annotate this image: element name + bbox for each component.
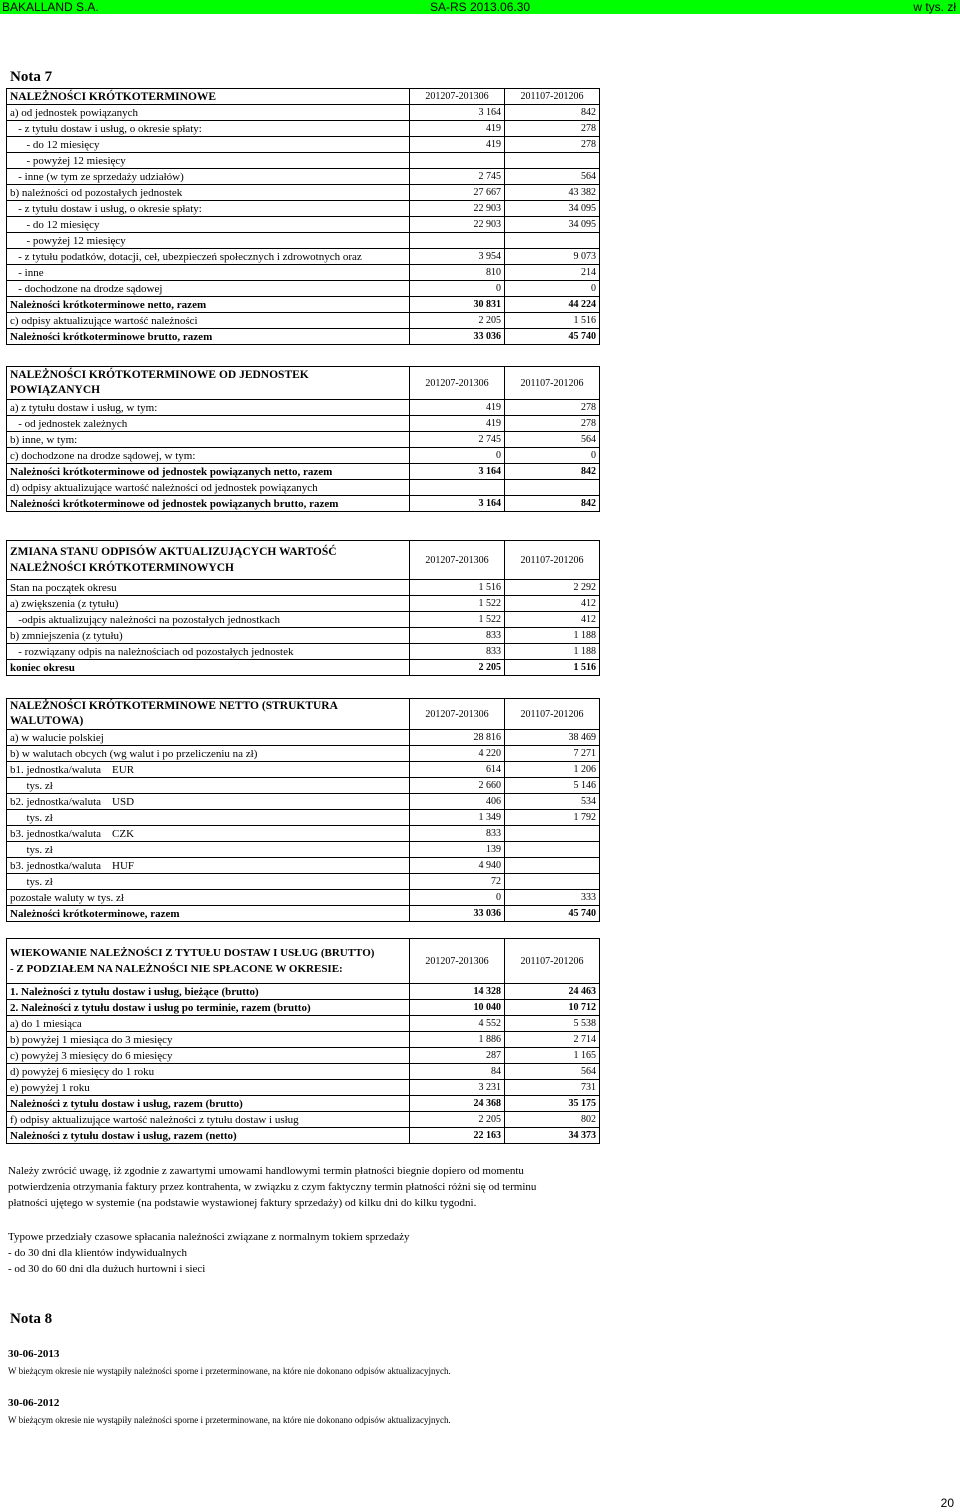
value-current: 2 660 [410,778,505,794]
value-current: 139 [410,842,505,858]
table-row [7,297,600,313]
row-label: - inne [7,265,410,281]
value-previous: 45 740 [505,906,600,922]
table-row [7,201,600,217]
nota8-text-2012: W bieżącym okresie nie wystąpiły należności sporne i przeterminowane, na które nie dokonano odpisów aktualizacyjnych. [8,1415,451,1425]
value-current: 22 903 [410,217,505,233]
table-row [7,596,600,612]
table-row [7,660,600,676]
value-previous [505,233,600,249]
note-line: - do 30 dni dla klientów indywidualnych [8,1247,188,1259]
table-title [7,699,410,730]
row-label: - z tytułu dostaw i usług, o okresie spłaty: [7,121,410,137]
value-previous: 24 463 [505,984,600,1000]
row-label: 2. Należności z tytułu dostaw i usług po terminie, razem (brutto) [7,1000,410,1016]
period-previous: 201107-201206 [505,367,600,400]
table-title-line2: WALUTOWA) [10,715,84,727]
value-current: 1 522 [410,612,505,628]
value-previous [505,858,600,874]
row-label: 1. Należności z tytułu dostaw i usług, bieżące (brutto) [7,984,410,1000]
table-title-line1: WIEKOWANIE NALEŻNOŚCI Z TYTUŁU DOSTAW I USŁUG (BRUTTO) [10,947,375,959]
value-current: 1 349 [410,810,505,826]
value-current: 33 036 [410,329,505,345]
table-row [7,794,600,810]
value-current: 84 [410,1064,505,1080]
row-label: - powyżej 12 miesięcy [7,153,410,169]
row-label: a) do 1 miesiąca [7,1016,410,1032]
period-previous: 201107-201206 [505,939,600,984]
table-row [7,1128,600,1144]
table-row [7,1032,600,1048]
table-row [7,874,600,890]
value-previous: 2 292 [505,580,600,596]
row-label: -odpis aktualizujący należności na pozostałych jednostkach [7,612,410,628]
period-previous: 201107-201206 [505,89,600,105]
value-previous: 278 [505,137,600,153]
value-previous: 564 [505,169,600,185]
row-label: koniec okresu [7,660,410,676]
period-current: 201207-201306 [410,541,505,580]
table-row [7,826,600,842]
row-label: a) zwiększenia (z tytułu) [7,596,410,612]
table-header-row [7,939,600,984]
currency-structure-table [6,698,600,922]
related-receivables-table [6,366,600,512]
row-label: pozostałe waluty w tys. zł [7,890,410,906]
table-row [7,313,600,329]
row-label: - od jednostek zależnych [7,416,410,432]
value-previous: 278 [505,400,600,416]
table-row [7,448,600,464]
table-row [7,153,600,169]
value-previous: 35 175 [505,1096,600,1112]
value-previous: 44 224 [505,297,600,313]
value-previous: 564 [505,432,600,448]
table-row [7,464,600,480]
row-label: - rozwiązany odpis na należnościach od pozostałych jednostek [7,644,410,660]
value-current: 3 231 [410,1080,505,1096]
aging-table [6,938,600,1144]
table-row [7,580,600,596]
value-previous: 0 [505,281,600,297]
period-current: 201207-201306 [410,939,505,984]
nota8-date-2013: 30-06-2013 [8,1348,60,1360]
value-previous [505,874,600,890]
value-previous: 842 [505,464,600,480]
table-row [7,249,600,265]
row-label: - z tytułu podatków, dotacji, ceł, ubezpieczeń społecznych i zdrowotnych oraz [7,249,410,265]
table-title [7,541,410,580]
period-previous: 201107-201206 [505,699,600,730]
row-label: b3. jednostka/waluta CZK [7,826,410,842]
table-row [7,842,600,858]
value-current: 4 940 [410,858,505,874]
period-current: 201207-201306 [410,699,505,730]
value-current: 10 040 [410,1000,505,1016]
value-previous: 1 516 [505,660,600,676]
receivables-table [6,88,600,345]
row-label: b2. jednostka/waluta USD [7,794,410,810]
row-label: c) powyżej 3 miesięcy do 6 miesięcy [7,1048,410,1064]
note-line: Należy zwrócić uwagę, iż zgodnie z zawartymi umowami handlowymi termin płatności biegnie dopiero od momentu [8,1165,524,1177]
value-previous: 731 [505,1080,600,1096]
table-row [7,778,600,794]
table-row [7,1064,600,1080]
value-previous: 1 165 [505,1048,600,1064]
nota8-text-2013: W bieżącym okresie nie wystąpiły należności sporne i przeterminowane, na które nie dokonano odpisów aktualizacyjnych. [8,1366,451,1376]
row-label: a) od jednostek powiązanych [7,105,410,121]
row-label: c) odpisy aktualizujące wartość należności [7,313,410,329]
row-label: Należności krótkoterminowe, razem [7,906,410,922]
table-header-row [7,367,600,400]
value-current: 27 667 [410,185,505,201]
value-current: 419 [410,400,505,416]
value-current: 4 552 [410,1016,505,1032]
value-current: 30 831 [410,297,505,313]
table-title-line1: NALEŻNOŚCI KRÓTKOTERMINOWE OD JEDNOSTEK [10,369,309,381]
value-current: 28 816 [410,730,505,746]
value-current: 833 [410,644,505,660]
value-previous: 5 538 [505,1016,600,1032]
value-previous: 842 [505,105,600,121]
table-row [7,233,600,249]
row-label: Należności krótkoterminowe brutto, razem [7,329,410,345]
value-current: 406 [410,794,505,810]
value-previous: 214 [505,265,600,281]
value-current: 22 903 [410,201,505,217]
value-current: 2 745 [410,169,505,185]
row-label: d) powyżej 6 miesięcy do 1 roku [7,1064,410,1080]
value-previous: 1 792 [505,810,600,826]
row-label: d) odpisy aktualizujące wartość należności od jednostek powiązanych [7,480,410,496]
value-current: 419 [410,416,505,432]
table-row [7,984,600,1000]
table-row [7,1096,600,1112]
value-previous [505,826,600,842]
value-previous [505,842,600,858]
table-row [7,730,600,746]
value-current: 287 [410,1048,505,1064]
value-current: 3 164 [410,105,505,121]
row-label: - do 12 miesięcy [7,137,410,153]
row-label: Należności z tytułu dostaw i usług, razem (netto) [7,1128,410,1144]
table-title: NALEŻNOŚCI KRÓTKOTERMINOWE [7,89,410,105]
table-row [7,628,600,644]
value-previous: 1 188 [505,628,600,644]
value-previous: 534 [505,794,600,810]
value-current: 3 954 [410,249,505,265]
company-name: BAKALLAND S.A. [2,0,99,14]
row-label: a) z tytułu dostaw i usług, w tym: [7,400,410,416]
note-line: Typowe przedziały czasowe spłacania naleźności związane z normalnym tokiem sprzedaży [8,1231,410,1243]
value-current [410,233,505,249]
table-row [7,644,600,660]
row-label: - dochodzone na drodze sądowej [7,281,410,297]
table-row [7,890,600,906]
value-current: 2 745 [410,432,505,448]
row-label: Należności krótkoterminowe od jednostek powiązanych brutto, razem [7,496,410,512]
row-label: b) zmniejszenia (z tytułu) [7,628,410,644]
value-previous: 412 [505,612,600,628]
value-current: 2 205 [410,660,505,676]
value-previous [505,153,600,169]
value-previous: 10 712 [505,1000,600,1016]
value-current: 1 886 [410,1032,505,1048]
value-current: 419 [410,121,505,137]
row-label: e) powyżej 1 roku [7,1080,410,1096]
value-previous: 34 095 [505,217,600,233]
table-row [7,762,600,778]
value-current: 4 220 [410,746,505,762]
row-label: Stan na początek okresu [7,580,410,596]
row-label: b) inne, w tym: [7,432,410,448]
row-label: b) w walutach obcych (wg walut i po przeliczeniu na zł) [7,746,410,762]
table-title [7,939,410,984]
table-row [7,1048,600,1064]
value-previous: 45 740 [505,329,600,345]
table-title [7,367,410,400]
table-header-row [7,699,600,730]
table-row [7,810,600,826]
allowance-change-table [6,540,600,676]
table-row [7,1112,600,1128]
value-current: 833 [410,628,505,644]
row-label: b) powyżej 1 miesiąca do 3 miesięcy [7,1032,410,1048]
row-label: tys. zł [7,810,410,826]
page-number: 20 [940,1496,954,1510]
value-previous: 564 [505,1064,600,1080]
nota7-title: Nota 7 [10,69,53,85]
table-row [7,1016,600,1032]
table-row [7,105,600,121]
row-label: tys. zł [7,842,410,858]
table-row [7,746,600,762]
value-previous: 7 271 [505,746,600,762]
value-current: 1 516 [410,580,505,596]
table-row [7,169,600,185]
value-current: 0 [410,448,505,464]
table-row [7,480,600,496]
value-previous: 1 206 [505,762,600,778]
table-row [7,185,600,201]
row-label: - powyżej 12 miesięcy [7,233,410,249]
value-previous: 9 073 [505,249,600,265]
table-row [7,281,600,297]
value-previous: 842 [505,496,600,512]
table-title-line1: ZMIANA STANU ODPISÓW AKTUALIZUJĄCYCH WARTOŚĆ [10,546,337,558]
period-current: 201207-201306 [410,89,505,105]
value-previous: 1 516 [505,313,600,329]
row-label: b) należności od pozostałych jednostek [7,185,410,201]
value-current: 614 [410,762,505,778]
table-title-line2: NALEŻNOŚCI KRÓTKOTERMINOWYCH [10,562,234,574]
value-previous: 5 146 [505,778,600,794]
value-previous: 2 714 [505,1032,600,1048]
row-label: f) odpisy aktualizujące wartość należności z tytułu dostaw i usług [7,1112,410,1128]
table-row [7,121,600,137]
value-current: 1 522 [410,596,505,612]
period-current: 201207-201306 [410,367,505,400]
table-row [7,612,600,628]
table-row [7,400,600,416]
value-previous: 278 [505,416,600,432]
value-previous: 333 [505,890,600,906]
value-current: 33 036 [410,906,505,922]
row-label: tys. zł [7,778,410,794]
value-current: 24 368 [410,1096,505,1112]
nota8-date-2012: 30-06-2012 [8,1397,60,1409]
value-current: 3 164 [410,496,505,512]
row-label: c) dochodzone na drodze sądowej, w tym: [7,448,410,464]
period-previous: 201107-201206 [505,541,600,580]
row-label: tys. zł [7,874,410,890]
value-current: 2 205 [410,1112,505,1128]
payment-terms-note [8,1163,536,1211]
value-current [410,480,505,496]
table-title-line2: POWIĄZANYCH [10,384,101,396]
table-row [7,329,600,345]
value-current: 2 205 [410,313,505,329]
table-row [7,1080,600,1096]
row-label: b1. jednostka/waluta EUR [7,762,410,778]
table-title-line1: NALEŻNOŚCI KRÓTKOTERMINOWE NETTO (STRUKTURA [10,700,338,712]
value-previous: 412 [505,596,600,612]
value-current: 0 [410,890,505,906]
value-previous: 34 373 [505,1128,600,1144]
value-previous [505,480,600,496]
table-row [7,858,600,874]
table-row [7,432,600,448]
value-previous: 34 095 [505,201,600,217]
row-label: - z tytułu dostaw i usług, o okresie spłaty: [7,201,410,217]
value-current: 0 [410,281,505,297]
nota8-title: Nota 8 [10,1311,53,1327]
value-previous: 0 [505,448,600,464]
row-label: Należności krótkoterminowe netto, razem [7,297,410,313]
value-previous: 43 382 [505,185,600,201]
table-row [7,137,600,153]
report-id: SA-RS 2013.06.30 [430,0,531,14]
value-previous: 278 [505,121,600,137]
value-previous: 802 [505,1112,600,1128]
value-current: 14 328 [410,984,505,1000]
table-row [7,217,600,233]
table-row [7,416,600,432]
table-title-line2: - Z PODZIAŁEM NA NALEŻNOŚCI NIE SPŁACONE W OKRESIE: [10,963,343,975]
row-label: - do 12 miesięcy [7,217,410,233]
note-line: płatności ujętego w systemie (na podstawie wystawionej faktury sprzedaży) od kilku dni do kilku tygodni. [8,1197,477,1209]
row-label: Należności z tytułu dostaw i usług, razem (brutto) [7,1096,410,1112]
value-current [410,153,505,169]
value-current: 810 [410,265,505,281]
payment-periods-note [8,1229,409,1277]
value-current: 3 164 [410,464,505,480]
row-label: - inne (w tym ze sprzedaży udziałów) [7,169,410,185]
value-current: 419 [410,137,505,153]
note-line: potwierdzenia otrzymania faktury przez kontrahenta, w związku z czym faktyczny termin płatności różni się od terminu [8,1181,537,1193]
note-line: - od 30 do 60 dni dla dużuch hurtowni i sieci [8,1263,206,1275]
table-header-row [7,541,600,580]
unit-label: w tys. zł [913,0,956,14]
value-previous: 38 469 [505,730,600,746]
table-header-row [7,89,600,105]
table-row [7,496,600,512]
table-row [7,906,600,922]
table-row [7,1000,600,1016]
page-header [0,0,960,14]
row-label: Należności krótkoterminowe od jednostek powiązanych netto, razem [7,464,410,480]
value-current: 22 163 [410,1128,505,1144]
value-previous: 1 188 [505,644,600,660]
value-current: 833 [410,826,505,842]
value-current: 72 [410,874,505,890]
row-label: b3. jednostka/waluta HUF [7,858,410,874]
table-row [7,265,600,281]
row-label: a) w walucie polskiej [7,730,410,746]
